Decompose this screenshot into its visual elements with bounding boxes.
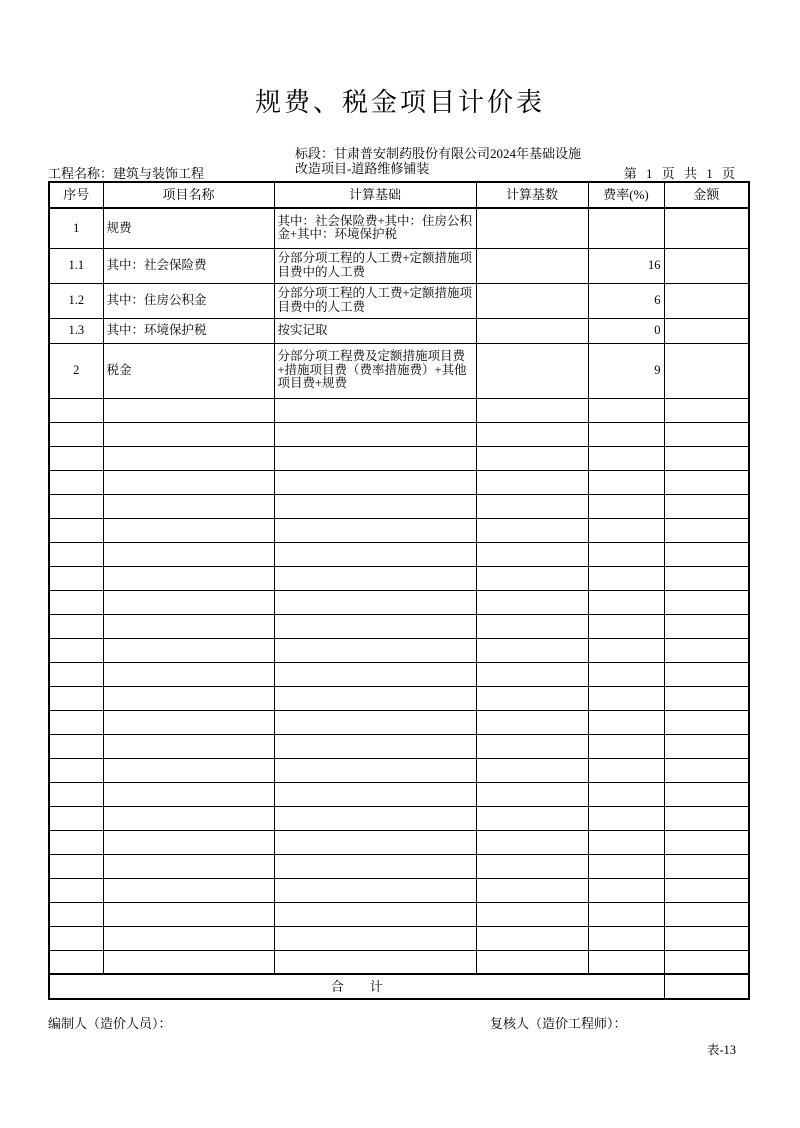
- empty-cell: [49, 902, 103, 926]
- row-name-cell: 税金: [103, 343, 274, 398]
- empty-cell: [274, 830, 476, 854]
- empty-cell: [476, 518, 588, 542]
- empty-cell: [588, 878, 664, 902]
- row-seq-cell: 1.1: [49, 248, 103, 283]
- empty-cell: [664, 638, 749, 662]
- empty-cell: [103, 446, 274, 470]
- empty-cell: [49, 758, 103, 782]
- empty-row: [49, 806, 749, 830]
- empty-cell: [103, 614, 274, 638]
- table-row: [49, 343, 749, 398]
- empty-cell: [49, 518, 103, 542]
- empty-cell: [476, 566, 588, 590]
- empty-cell: [274, 854, 476, 878]
- empty-cell: [103, 950, 274, 974]
- empty-cell: [49, 398, 103, 422]
- empty-cell: [103, 686, 274, 710]
- empty-cell: [588, 566, 664, 590]
- empty-cell: [103, 926, 274, 950]
- row-seq-cell: 1.3: [49, 318, 103, 343]
- empty-cell: [664, 566, 749, 590]
- empty-cell: [664, 902, 749, 926]
- empty-cell: [664, 734, 749, 758]
- table-row: [49, 318, 749, 343]
- empty-cell: [103, 542, 274, 566]
- col-header-item-name: 项目名称: [103, 182, 274, 208]
- empty-cell: [49, 422, 103, 446]
- col-header-seq: 序号: [49, 182, 103, 208]
- empty-cell: [588, 470, 664, 494]
- empty-cell: [274, 518, 476, 542]
- empty-row: [49, 830, 749, 854]
- empty-cell: [588, 614, 664, 638]
- row-seq-cell: 1.2: [49, 283, 103, 318]
- empty-cell: [476, 494, 588, 518]
- empty-cell: [588, 902, 664, 926]
- empty-cell: [588, 494, 664, 518]
- empty-cell: [664, 422, 749, 446]
- empty-cell: [274, 758, 476, 782]
- section-label-line2: 改造项目-道路维修铺装: [295, 161, 430, 176]
- empty-cell: [664, 398, 749, 422]
- row-base-cell: [476, 343, 588, 398]
- empty-cell: [274, 446, 476, 470]
- empty-cell: [476, 734, 588, 758]
- col-header-calc-basis: 计算基础: [274, 182, 476, 208]
- empty-cell: [476, 902, 588, 926]
- empty-cell: [476, 926, 588, 950]
- empty-cell: [49, 878, 103, 902]
- empty-row: [49, 566, 749, 590]
- empty-cell: [49, 446, 103, 470]
- empty-row: [49, 878, 749, 902]
- empty-row: [49, 494, 749, 518]
- empty-row: [49, 470, 749, 494]
- page-indicator: 第 1 页 共 1 页: [623, 166, 738, 181]
- table-row: [49, 208, 749, 248]
- row-seq-cell: 2: [49, 343, 103, 398]
- empty-cell: [664, 878, 749, 902]
- empty-cell: [49, 590, 103, 614]
- empty-cell: [103, 422, 274, 446]
- empty-cell: [664, 758, 749, 782]
- row-base-cell: [476, 283, 588, 318]
- empty-cell: [103, 734, 274, 758]
- empty-cell: [49, 686, 103, 710]
- empty-row: [49, 950, 749, 974]
- empty-cell: [49, 470, 103, 494]
- empty-cell: [274, 686, 476, 710]
- empty-cell: [588, 854, 664, 878]
- empty-cell: [103, 398, 274, 422]
- empty-cell: [476, 830, 588, 854]
- empty-cell: [274, 782, 476, 806]
- row-basis-cell: 分部分项工程的人工费+定额措施项目费中的人工费: [274, 283, 476, 318]
- row-name-cell: 其中：社会保险费: [103, 248, 274, 283]
- row-amount-cell: [664, 318, 749, 343]
- empty-row: [49, 926, 749, 950]
- empty-cell: [49, 830, 103, 854]
- empty-cell: [664, 854, 749, 878]
- empty-cell: [274, 398, 476, 422]
- empty-row: [49, 542, 749, 566]
- row-amount-cell: [664, 283, 749, 318]
- fee-tax-table: [48, 181, 750, 1000]
- page-title: 规费、税金项目计价表: [254, 88, 545, 117]
- empty-cell: [664, 518, 749, 542]
- empty-cell: [49, 494, 103, 518]
- empty-row: [49, 686, 749, 710]
- empty-cell: [476, 638, 588, 662]
- empty-cell: [103, 518, 274, 542]
- row-rate-cell: 6: [588, 283, 664, 318]
- empty-cell: [49, 926, 103, 950]
- row-rate-cell: [588, 208, 664, 248]
- row-rate-cell: 16: [588, 248, 664, 283]
- empty-cell: [274, 566, 476, 590]
- empty-cell: [476, 806, 588, 830]
- empty-cell: [103, 782, 274, 806]
- section-label-line1: 标段：甘肃普安制药股份有限公司2024年基础设施: [295, 146, 582, 161]
- form-code: 表-13: [706, 1043, 736, 1057]
- empty-row: [49, 398, 749, 422]
- empty-cell: [274, 662, 476, 686]
- empty-cell: [588, 950, 664, 974]
- row-rate-cell: 0: [588, 318, 664, 343]
- project-name-label: 工程名称：建筑与装饰工程: [48, 166, 205, 181]
- total-amount-cell: [664, 974, 749, 999]
- empty-cell: [588, 734, 664, 758]
- empty-row: [49, 734, 749, 758]
- empty-cell: [664, 614, 749, 638]
- empty-cell: [49, 710, 103, 734]
- empty-cell: [476, 782, 588, 806]
- empty-row: [49, 590, 749, 614]
- empty-cell: [274, 422, 476, 446]
- empty-row: [49, 638, 749, 662]
- row-name-cell: 规费: [103, 208, 274, 248]
- row-base-cell: [476, 318, 588, 343]
- empty-cell: [103, 590, 274, 614]
- empty-cell: [476, 854, 588, 878]
- empty-cell: [49, 638, 103, 662]
- empty-cell: [49, 566, 103, 590]
- empty-cell: [476, 758, 588, 782]
- empty-row: [49, 422, 749, 446]
- empty-cell: [49, 662, 103, 686]
- empty-cell: [588, 542, 664, 566]
- empty-cell: [103, 830, 274, 854]
- empty-cell: [588, 638, 664, 662]
- empty-cell: [476, 470, 588, 494]
- empty-cell: [588, 518, 664, 542]
- empty-cell: [103, 638, 274, 662]
- empty-cell: [103, 806, 274, 830]
- empty-cell: [274, 926, 476, 950]
- col-header-calc-base: 计算基数: [476, 182, 588, 208]
- reviewer-label: 复核人（造价工程师）：: [490, 1016, 627, 1031]
- empty-cell: [588, 758, 664, 782]
- empty-cell: [49, 542, 103, 566]
- row-base-cell: [476, 248, 588, 283]
- empty-cell: [103, 878, 274, 902]
- empty-row: [49, 518, 749, 542]
- empty-cell: [103, 854, 274, 878]
- empty-cell: [588, 710, 664, 734]
- empty-cell: [49, 854, 103, 878]
- empty-cell: [476, 398, 588, 422]
- empty-cell: [49, 734, 103, 758]
- section-label: [295, 146, 581, 176]
- row-name-cell: 其中：住房公积金: [103, 283, 274, 318]
- row-base-cell: [476, 208, 588, 248]
- row-amount-cell: [664, 208, 749, 248]
- empty-cell: [664, 470, 749, 494]
- empty-cell: [588, 590, 664, 614]
- empty-cell: [103, 710, 274, 734]
- row-basis-cell: 分部分项工程的人工费+定额措施项目费中的人工费: [274, 248, 476, 283]
- empty-cell: [49, 950, 103, 974]
- empty-cell: [664, 542, 749, 566]
- empty-cell: [476, 662, 588, 686]
- empty-cell: [664, 710, 749, 734]
- table-header-row: [49, 182, 749, 208]
- table-row: [49, 283, 749, 318]
- table-row: [49, 248, 749, 283]
- empty-cell: [664, 950, 749, 974]
- empty-cell: [274, 710, 476, 734]
- row-basis-cell: 其中：社会保险费+其中：住房公积金+其中：环境保护税: [274, 208, 476, 248]
- empty-row: [49, 902, 749, 926]
- empty-cell: [49, 614, 103, 638]
- empty-cell: [274, 950, 476, 974]
- empty-cell: [103, 662, 274, 686]
- empty-cell: [274, 878, 476, 902]
- empty-cell: [476, 590, 588, 614]
- empty-cell: [476, 422, 588, 446]
- preparer-label: 编制人（造价人员）：: [48, 1016, 172, 1031]
- empty-cell: [664, 590, 749, 614]
- empty-cell: [274, 806, 476, 830]
- empty-cell: [476, 950, 588, 974]
- empty-cell: [588, 686, 664, 710]
- empty-cell: [664, 806, 749, 830]
- empty-cell: [664, 782, 749, 806]
- total-label-cell: 合 计: [49, 974, 664, 999]
- row-basis-cell: 按实记取: [274, 318, 476, 343]
- empty-cell: [274, 614, 476, 638]
- empty-cell: [274, 494, 476, 518]
- empty-row: [49, 662, 749, 686]
- empty-cell: [664, 686, 749, 710]
- empty-cell: [476, 542, 588, 566]
- empty-cell: [588, 782, 664, 806]
- row-amount-cell: [664, 248, 749, 283]
- empty-cell: [274, 638, 476, 662]
- empty-row: [49, 758, 749, 782]
- empty-cell: [476, 686, 588, 710]
- empty-cell: [664, 830, 749, 854]
- empty-row: [49, 782, 749, 806]
- empty-row: [49, 854, 749, 878]
- empty-cell: [588, 830, 664, 854]
- empty-cell: [103, 494, 274, 518]
- empty-cell: [588, 398, 664, 422]
- empty-row: [49, 446, 749, 470]
- empty-cell: [476, 614, 588, 638]
- empty-cell: [274, 734, 476, 758]
- empty-cell: [664, 494, 749, 518]
- empty-row: [49, 710, 749, 734]
- empty-cell: [588, 806, 664, 830]
- row-name-cell: 其中：环境保护税: [103, 318, 274, 343]
- row-rate-cell: 9: [588, 343, 664, 398]
- empty-cell: [588, 662, 664, 686]
- empty-cell: [103, 902, 274, 926]
- empty-cell: [588, 446, 664, 470]
- empty-cell: [103, 758, 274, 782]
- empty-cell: [274, 590, 476, 614]
- empty-cell: [49, 782, 103, 806]
- row-basis-cell: 分部分项工程费及定额措施项目费+措施项目费（费率措施费）+其他项目费+规费: [274, 343, 476, 398]
- empty-row: [49, 614, 749, 638]
- empty-cell: [476, 446, 588, 470]
- col-header-amount: 金额: [664, 182, 749, 208]
- empty-cell: [476, 710, 588, 734]
- empty-cell: [274, 902, 476, 926]
- row-seq-cell: 1: [49, 208, 103, 248]
- empty-cell: [588, 926, 664, 950]
- empty-cell: [476, 878, 588, 902]
- empty-cell: [664, 662, 749, 686]
- empty-cell: [274, 470, 476, 494]
- empty-cell: [274, 542, 476, 566]
- empty-cell: [49, 806, 103, 830]
- total-row: [49, 974, 749, 999]
- empty-cell: [588, 422, 664, 446]
- row-amount-cell: [664, 343, 749, 398]
- empty-cell: [103, 470, 274, 494]
- empty-cell: [103, 566, 274, 590]
- empty-cell: [664, 446, 749, 470]
- empty-cell: [664, 926, 749, 950]
- col-header-rate: 费率(%): [588, 182, 664, 208]
